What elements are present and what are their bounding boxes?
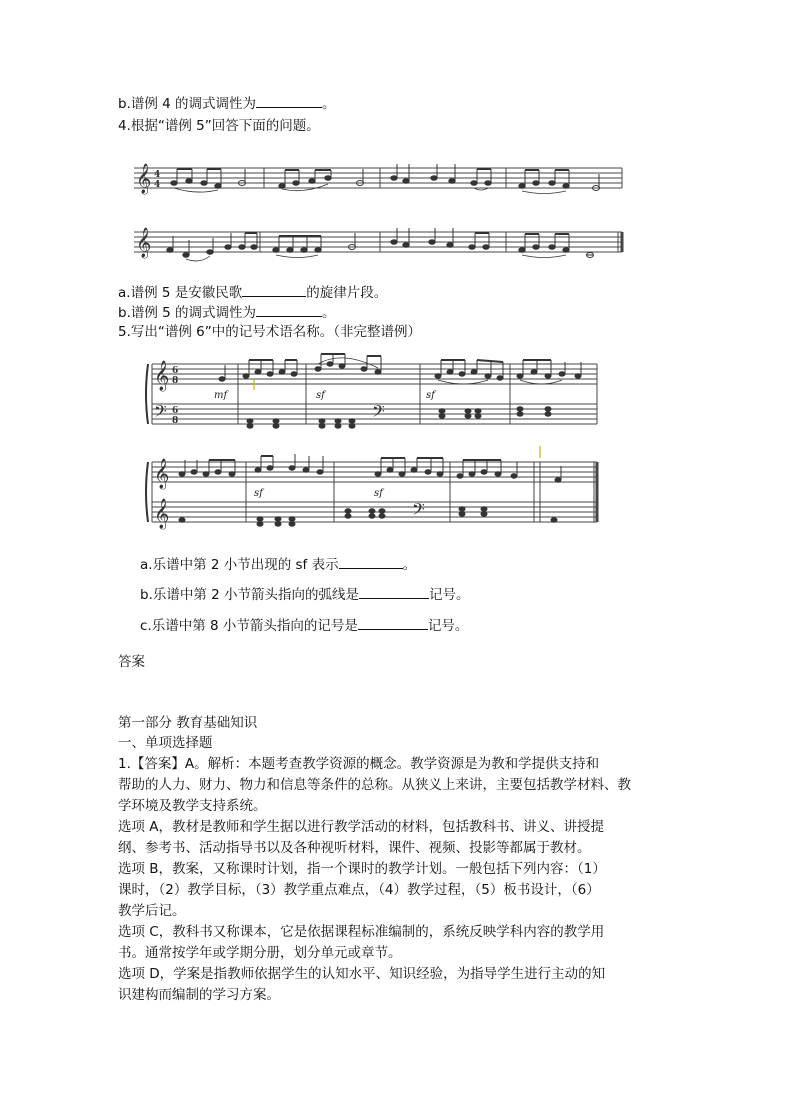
svg-text:8: 8 — [172, 416, 179, 426]
q4-title: 4.根据“谱例 5”回答下面的问题。 — [118, 118, 320, 134]
score-example-6 — [142, 350, 604, 550]
score-example-5 — [134, 160, 626, 270]
answer-part: 第一部分 教育基础知识 — [118, 715, 258, 731]
answer-text-line: 帮助的人力、财力、物力和信息等条件的总称。从狭义上来讲，主要包括教学材料、教 — [118, 777, 631, 793]
svg-text:𝄞: 𝄞 — [154, 459, 170, 489]
svg-text:𝄞: 𝄞 — [154, 499, 170, 529]
dynamic-sf: sf — [316, 390, 325, 401]
svg-text:4: 4 — [154, 180, 161, 190]
dynamic-sf: sf — [254, 488, 263, 499]
answer-text-line: 识建构而编制的学习方案。 — [118, 987, 280, 1003]
q5-title: 5.写出“谱例 6”中的记号术语名称。（非完整谱例） — [118, 324, 421, 340]
answer-section: 一、单项选择题 — [118, 735, 213, 751]
svg-text:𝄢: 𝄢 — [154, 401, 167, 425]
q4-b-line: b.谱例 4 的调式调性为 。 — [118, 93, 336, 114]
answer-blank[interactable] — [256, 93, 322, 108]
q4-a-line: a.谱例 5 是安徽民歌 的旋律片段。 — [118, 282, 387, 303]
svg-text:𝄞: 𝄞 — [136, 164, 152, 194]
answer-text-line: 1.【答案】A。解析：本题考查教学资源的概念。教学资源是为教和学提供支持和 — [118, 756, 600, 772]
answer-text-line: 选项 B，教案，又称课时计划，指一个课时的教学计划。一般包括下列内容：（1） — [118, 861, 606, 877]
svg-text:𝄞: 𝄞 — [154, 361, 170, 391]
answer-blank[interactable] — [358, 615, 428, 630]
dynamic-sf: sf — [374, 488, 383, 499]
answer-text-line: 选项 A，教材是教师和学生据以进行教学活动的材料，包括教科书、讲义、讲授提 — [118, 819, 605, 835]
svg-text:8: 8 — [172, 376, 179, 386]
answer-text-line: 选项 D，学案是指教师依据学生的认知水平、知识经验，为指导学生进行主动的知 — [118, 966, 606, 982]
q5-c-line: c.乐谱中第 8 小节箭头指向的记号是 记号。 — [140, 615, 468, 636]
q4-b2-line: b.谱例 5 的调式调性为 。 — [118, 302, 336, 323]
answer-blank[interactable] — [359, 584, 429, 599]
svg-text:𝄢: 𝄢 — [412, 499, 425, 523]
answer-text-line: 学环境及教学支持系统。 — [118, 798, 267, 814]
svg-text:4: 4 — [154, 170, 161, 180]
answer-text-line: 教学后记。 — [118, 903, 186, 919]
svg-text:𝄞: 𝄞 — [136, 228, 152, 258]
answer-blank[interactable] — [256, 302, 322, 317]
answer-blank[interactable] — [242, 282, 306, 297]
answer-text-line: 课时，（2）教学目标，（3）教学重点难点，（4）教学过程，（5）板书设计，（6） — [118, 882, 600, 898]
dynamic-mf: mf — [214, 390, 228, 401]
answer-blank[interactable] — [339, 554, 403, 569]
dynamic-sf: sf — [426, 390, 435, 401]
q5-a-line: a.乐谱中第 2 小节出现的 sf 表示 。 — [140, 554, 416, 575]
answer-heading: 答案 — [118, 654, 145, 670]
svg-text:𝄢: 𝄢 — [372, 401, 385, 425]
svg-text:6: 6 — [172, 366, 179, 376]
svg-text:6: 6 — [172, 406, 179, 416]
answer-text-line: 书。通常按学年或学期分册，划分单元或章节。 — [118, 945, 402, 961]
answer-text-line: 选项 C，教科书又称课本，它是依据课程标准编制的，系统反映学科内容的教学用 — [118, 924, 605, 940]
answer-text-line: 纲、参考书、活动指导书以及各种视听材料，课件、视频、投影等都属于教材。 — [118, 840, 591, 856]
q5-b-line: b.乐谱中第 2 小节箭头指向的弧线是 记号。 — [140, 584, 470, 605]
